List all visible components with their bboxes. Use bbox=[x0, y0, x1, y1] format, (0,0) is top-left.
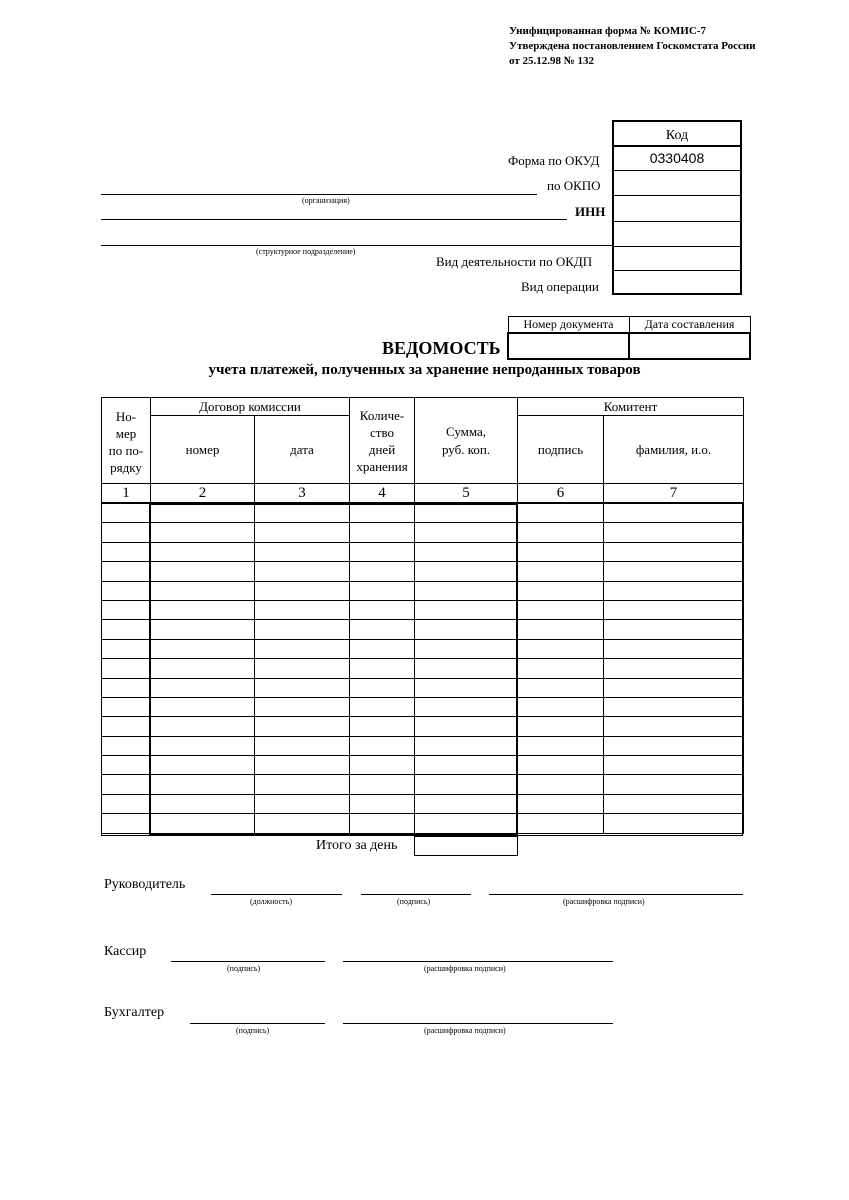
cashier-decoding-caption: (расшифровка подписи) bbox=[424, 964, 506, 973]
okpo-label: по ОКПО bbox=[547, 178, 601, 193]
committent-name-header: фамилия, и.о. bbox=[604, 416, 744, 484]
cashier-signature-caption: (подпись) bbox=[227, 964, 261, 973]
document-date-header: Дата составления bbox=[629, 317, 750, 334]
column-numbers-row bbox=[102, 484, 744, 504]
accountant-decoding-caption: (расшифровка подписи) bbox=[424, 1026, 506, 1035]
okud-code-cell bbox=[614, 147, 740, 171]
cashier-label: Кассир bbox=[104, 944, 147, 959]
storage-days-header: Количе- ство дней хранения bbox=[350, 398, 415, 484]
document-number-header: Номер документа bbox=[508, 317, 629, 334]
department-line[interactable] bbox=[101, 245, 612, 246]
total-field[interactable] bbox=[414, 836, 518, 856]
organization-line-2[interactable] bbox=[101, 219, 567, 220]
okdp-code-cell[interactable] bbox=[614, 247, 740, 271]
approval-line: Утверждена постановлением Госкомстата России bbox=[509, 40, 756, 52]
head-decoding-line[interactable] bbox=[489, 894, 743, 895]
accountant-decoding-line[interactable] bbox=[343, 1023, 613, 1024]
total-label: Итого за день bbox=[316, 838, 398, 853]
head-decoding-caption: (расшифровка подписи) bbox=[563, 897, 645, 906]
form-approval-header bbox=[509, 24, 756, 69]
head-label: Руководитель bbox=[104, 877, 186, 892]
column-number: 4 bbox=[350, 484, 415, 504]
document-date-field[interactable] bbox=[629, 333, 750, 359]
committent-group-header: Комитент bbox=[518, 398, 744, 416]
committent-signature-header: подпись bbox=[518, 416, 604, 484]
contract-number-header: номер bbox=[151, 416, 255, 484]
operation-code-cell[interactable] bbox=[614, 271, 740, 293]
column-number: 3 bbox=[255, 484, 350, 504]
document-subtitle: учета платежей, полученных за хранение непроданных товаров bbox=[208, 362, 641, 378]
cashier-decoding-line[interactable] bbox=[343, 961, 613, 962]
cashier-signature-line[interactable] bbox=[171, 961, 325, 962]
head-position-line[interactable] bbox=[211, 894, 342, 895]
okud-code-value: 0330408 bbox=[649, 150, 705, 166]
organization-caption: (организация) bbox=[302, 196, 350, 205]
approval-date-line: от 25.12.98 № 132 bbox=[509, 55, 595, 67]
column-number: 7 bbox=[604, 484, 744, 504]
okpo-code-cell[interactable] bbox=[614, 171, 740, 196]
row-number-header: Но- мер по по- рядку bbox=[102, 398, 151, 484]
document-number-field[interactable] bbox=[508, 333, 629, 359]
column-number: 2 bbox=[151, 484, 255, 504]
column-number: 5 bbox=[415, 484, 518, 504]
accountant-signature-line[interactable] bbox=[190, 1023, 325, 1024]
okud-label: Форма по ОКУД bbox=[508, 153, 600, 168]
head-signature-caption: (подпись) bbox=[397, 897, 431, 906]
form-code-line: Унифицированная форма № КОМИС-7 bbox=[509, 25, 706, 37]
inn-code-cell[interactable] bbox=[614, 196, 740, 222]
okdp-label: Вид деятельности по ОКДП bbox=[436, 254, 593, 269]
operation-label: Вид операции bbox=[521, 279, 599, 294]
extra-code-cell[interactable] bbox=[614, 222, 740, 247]
codes-title: Код bbox=[665, 128, 689, 143]
column-number: 1 bbox=[102, 484, 151, 504]
head-position-caption: (должность) bbox=[250, 897, 292, 906]
column-number: 6 bbox=[518, 484, 604, 504]
organization-line[interactable] bbox=[101, 194, 537, 195]
data-area-outline bbox=[101, 503, 743, 836]
document-number-box bbox=[507, 316, 751, 360]
accountant-signature-caption: (подпись) bbox=[236, 1026, 270, 1035]
contract-date-header: дата bbox=[255, 416, 350, 484]
inn-label: ИНН bbox=[575, 204, 606, 219]
codes-box bbox=[612, 120, 742, 295]
department-caption: (структурное подразделение) bbox=[256, 247, 356, 256]
contract-group-header: Договор комиссии bbox=[151, 398, 350, 416]
head-signature-line[interactable] bbox=[361, 894, 471, 895]
sum-header: Сумма, руб. коп. bbox=[415, 398, 518, 484]
codes-title-cell bbox=[614, 122, 740, 147]
document-title: ВЕДОМОСТЬ bbox=[382, 338, 501, 358]
accountant-label: Бухгалтер bbox=[104, 1005, 165, 1020]
